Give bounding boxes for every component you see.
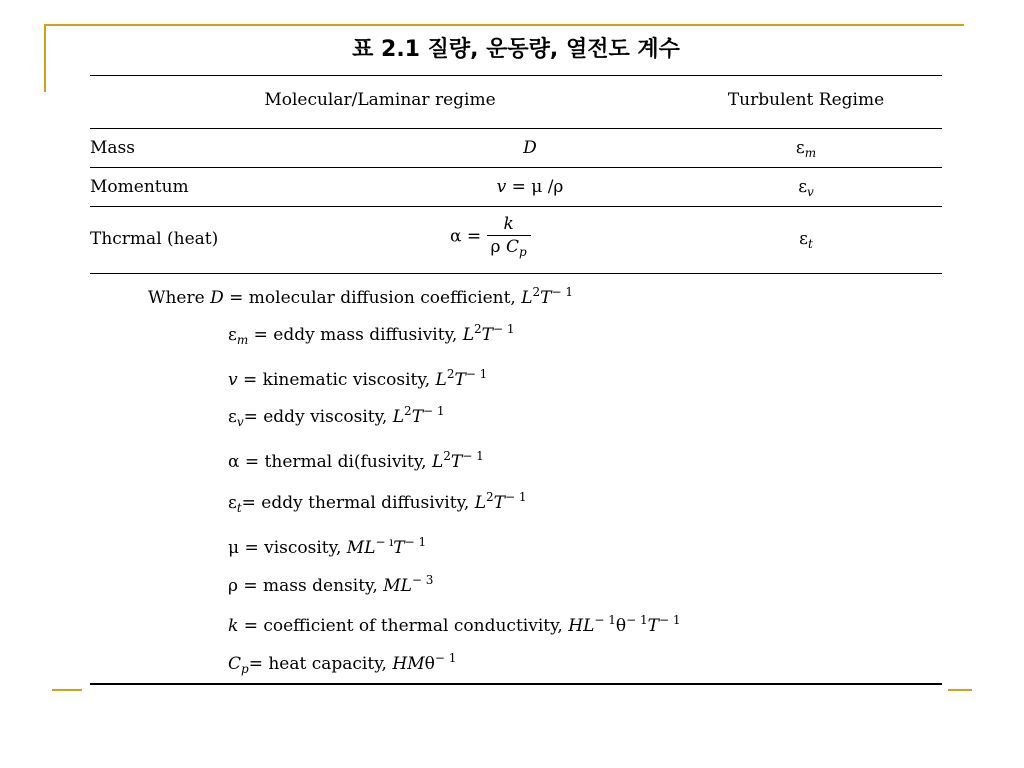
definition-heat-capacity: $C_p=$ heat capacity, HMθ$^{- 1}$ bbox=[228, 651, 457, 676]
decorative-bottom-left-line bbox=[52, 689, 82, 691]
thermal-fraction: $\frac{k}{\rho C_p}$ bbox=[487, 216, 531, 258]
header-molecular: Molecular/Laminar regime bbox=[264, 90, 496, 110]
thermal-turbulent: $\varepsilon_t$ bbox=[799, 229, 813, 251]
definition-d: Where D = molecular diffusion coefficient, $L^2T^{- 1}$ bbox=[148, 285, 574, 308]
row-label-thermal: Thcrmal (heat) bbox=[90, 229, 219, 249]
definition-viscosity: μ = viscosity, $ML^{- ı}T^{- 1}$ bbox=[228, 535, 427, 558]
definition-thermal-diffusivity: α = thermal di(fusivity, $L^2T^{- 1}$ bbox=[228, 449, 484, 472]
mass-molecular: D bbox=[523, 138, 537, 158]
decorative-bottom-right-line bbox=[948, 689, 972, 691]
header-turbulent: Turbulent Regime bbox=[727, 90, 885, 110]
definition-kinematic-viscosity: v = kinematic viscosity, $L^2T^{- 1}$ bbox=[228, 367, 488, 390]
rule-row3 bbox=[90, 273, 942, 274]
momentum-molecular: v = μ /ρ bbox=[496, 177, 564, 197]
definition-eddy-thermal-diffusivity: $\varepsilon_t=$ eddy thermal diffusivity, $L^2T^{- 1}$ bbox=[228, 490, 527, 515]
definition-eddy-mass: $\varepsilon_m$ = eddy mass diffusivity, $L^2T^{- 1}$ bbox=[228, 322, 515, 347]
rule-row1 bbox=[90, 167, 942, 168]
momentum-turbulent: $\varepsilon_v$ bbox=[798, 177, 814, 199]
rule-header bbox=[90, 128, 942, 129]
table-title: 표 2.1 질량, 운동량, 열전도 계수 bbox=[352, 37, 680, 62]
rule-row2 bbox=[90, 206, 942, 207]
decorative-left-line bbox=[44, 24, 46, 92]
decorative-top-line bbox=[44, 24, 964, 26]
row-label-mass: Mass bbox=[90, 138, 135, 158]
rule-top bbox=[90, 75, 942, 76]
rule-bottom bbox=[90, 683, 942, 685]
definition-eddy-viscosity: $\varepsilon_v=$ eddy viscosity, $L^2T^{- 1}$ bbox=[228, 404, 445, 429]
definition-mass-density: ρ = mass density, $ML^{- 3}$ bbox=[228, 573, 434, 596]
definition-thermal-conductivity: k = coefficient of thermal conductivity, $HL^{- 1}\theta^{- 1}T^{- 1}$ bbox=[228, 613, 681, 636]
thermal-molecular: α = $\frac{k}{\rho C_p}$ bbox=[450, 216, 531, 258]
row-label-momentum: Momentum bbox=[90, 177, 189, 197]
mass-turbulent: $\varepsilon_m$ bbox=[795, 138, 817, 160]
